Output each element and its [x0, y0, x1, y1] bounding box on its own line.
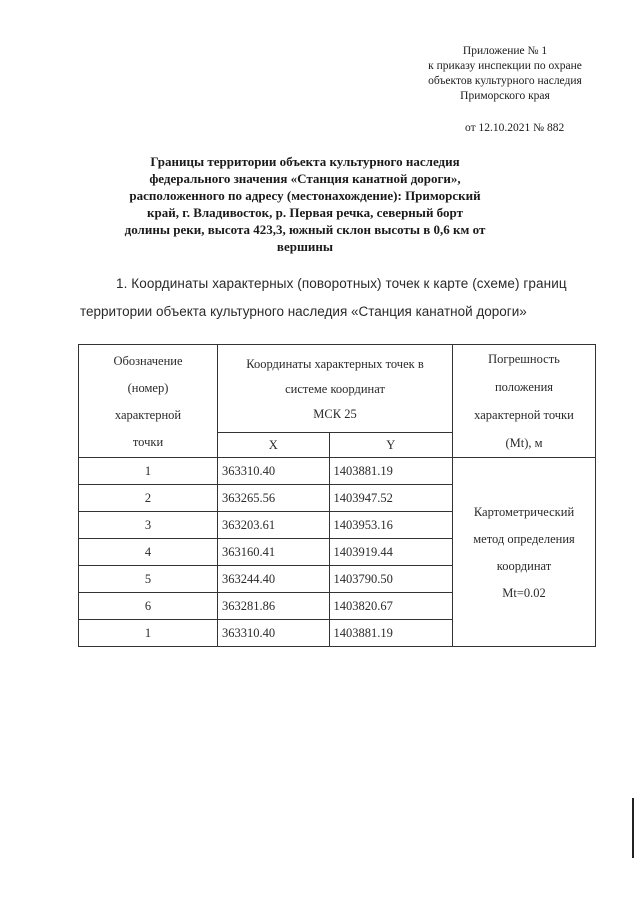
method-line: координат: [496, 559, 552, 573]
paragraph-line: территории объекта культурного наследия «Станция канатной дороги»: [80, 304, 527, 319]
x-value: 363310.40: [218, 620, 330, 647]
header-text: Координаты характерных точек в: [246, 357, 424, 371]
intro-paragraph: [80, 270, 600, 326]
x-value: 363244.40: [218, 566, 330, 593]
title-line: Границы территории объекта культурного наследия: [150, 154, 460, 169]
point-number: 4: [79, 539, 218, 566]
header-text: характерной точки: [474, 408, 574, 422]
coordinates-table: [78, 344, 596, 647]
method-cell: [453, 458, 596, 647]
x-value: 363310.40: [218, 458, 330, 485]
header-text: системе координат: [285, 382, 385, 396]
header-designation: [79, 345, 218, 458]
method-line: Mt=0.02: [502, 586, 546, 600]
point-number: 1: [79, 458, 218, 485]
title-line: долины реки, высота 423,3, южный склон высоты в 0,6 км от: [124, 222, 486, 237]
y-value: 1403947.52: [329, 485, 453, 512]
order-date: от 12.10.2021 № 882: [465, 122, 565, 134]
point-number: 1: [79, 620, 218, 647]
header-text: Обозначение: [113, 354, 183, 368]
scan-edge-mark: [632, 798, 634, 858]
y-value: 1403820.67: [329, 593, 453, 620]
header-text: Погрешность: [488, 352, 560, 366]
y-value: 1403919.44: [329, 539, 453, 566]
header-x: X: [218, 433, 330, 458]
appendix-line: Приложение № 1: [462, 45, 548, 57]
point-number: 5: [79, 566, 218, 593]
title-line: край, г. Владивосток, р. Первая речка, северный борт: [147, 205, 463, 220]
method-line: метод определения: [473, 532, 575, 546]
header-text: положения: [494, 380, 554, 394]
header-text: (Mt), м: [505, 436, 543, 450]
appendix-line: к приказу инспекции по охране: [428, 60, 582, 72]
header-coordinates: [218, 345, 453, 433]
point-number: 6: [79, 593, 218, 620]
table-row: [79, 458, 596, 485]
y-value: 1403953.16: [329, 512, 453, 539]
point-number: 3: [79, 512, 218, 539]
table-header-row: [79, 345, 596, 433]
x-value: 363281.86: [218, 593, 330, 620]
y-value: 1403881.19: [329, 458, 453, 485]
y-value: 1403790.50: [329, 566, 453, 593]
appendix-block: [420, 44, 590, 104]
x-value: 363265.56: [218, 485, 330, 512]
x-value: 363160.41: [218, 539, 330, 566]
point-number: 2: [79, 485, 218, 512]
title-line: федерального значения «Станция канатной дороги»,: [149, 171, 461, 186]
x-value: 363203.61: [218, 512, 330, 539]
document-title: [100, 153, 510, 255]
header-y: Y: [329, 433, 453, 458]
y-value: 1403881.19: [329, 620, 453, 647]
header-error: [453, 345, 596, 458]
title-line: расположенного по адресу (местонахождение): Приморский: [129, 188, 481, 203]
header-text: (номер): [127, 381, 169, 395]
appendix-line: объектов культурного наследия: [428, 75, 582, 87]
header-text: точки: [132, 435, 164, 449]
appendix-line: Приморского края: [460, 90, 550, 102]
paragraph-line: 1. Координаты характерных (поворотных) точек к карте (схеме) границ: [116, 276, 567, 291]
method-line: Картометрический: [473, 505, 575, 519]
header-text: характерной: [114, 408, 182, 422]
title-line: вершины: [276, 239, 334, 254]
header-text: МСК 25: [313, 407, 357, 421]
